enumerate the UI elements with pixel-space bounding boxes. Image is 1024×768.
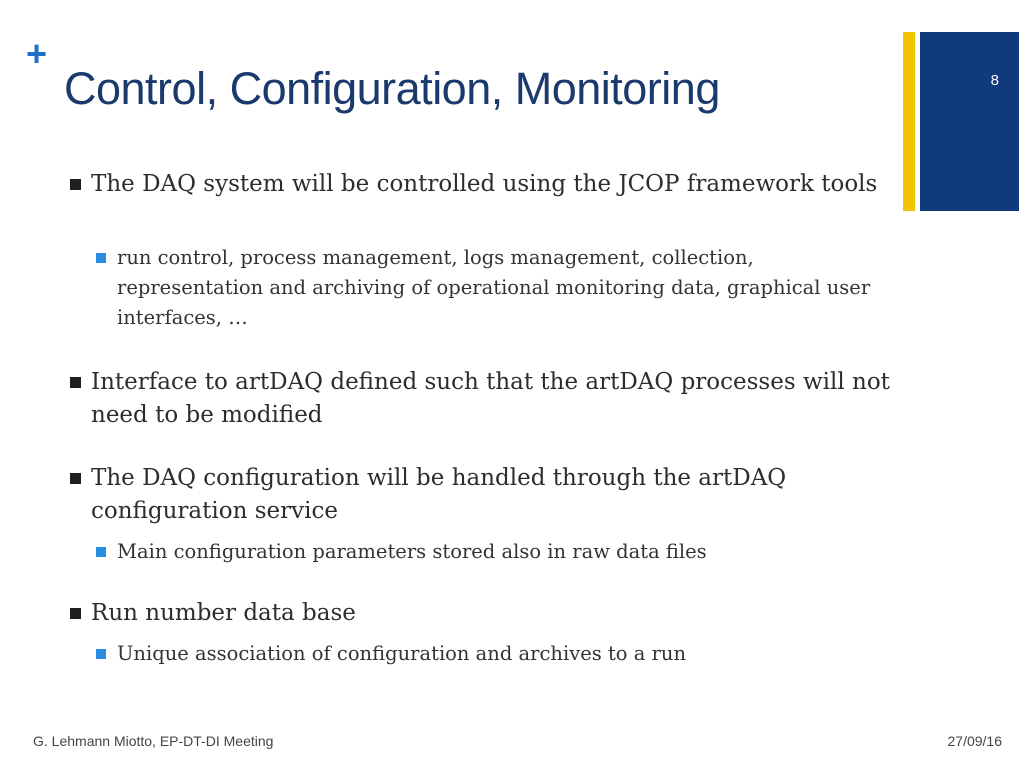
- bullet-item: The DAQ configuration will be handled through the artDAQ configuration service: [68, 462, 891, 528]
- sub-bullet-item: Unique association of configuration and archives to a run: [94, 639, 877, 669]
- slide-title: Control, Configuration, Monitoring: [64, 63, 720, 114]
- bullet-item: The DAQ system will be controlled using the JCOP framework tools: [68, 168, 891, 201]
- footer-date: 27/09/16: [947, 733, 1002, 749]
- accent-bar-navy: [920, 32, 1019, 211]
- slide-number: 8: [990, 72, 999, 89]
- sub-bullet-item: run control, process management, logs management, collection, representation and archiving of operational monitoring data, graphical user interfaces, …: [94, 243, 877, 333]
- plus-icon: +: [26, 33, 48, 74]
- footer-author: G. Lehmann Miotto, EP-DT-DI Meeting: [33, 733, 274, 749]
- bullet-item: Interface to artDAQ defined such that the artDAQ processes will not need to be modified: [68, 366, 891, 432]
- sub-bullet-item: Main configuration parameters stored also in raw data files: [94, 537, 877, 567]
- bullet-item: Run number data base: [68, 597, 891, 630]
- accent-bar-yellow: [903, 32, 915, 211]
